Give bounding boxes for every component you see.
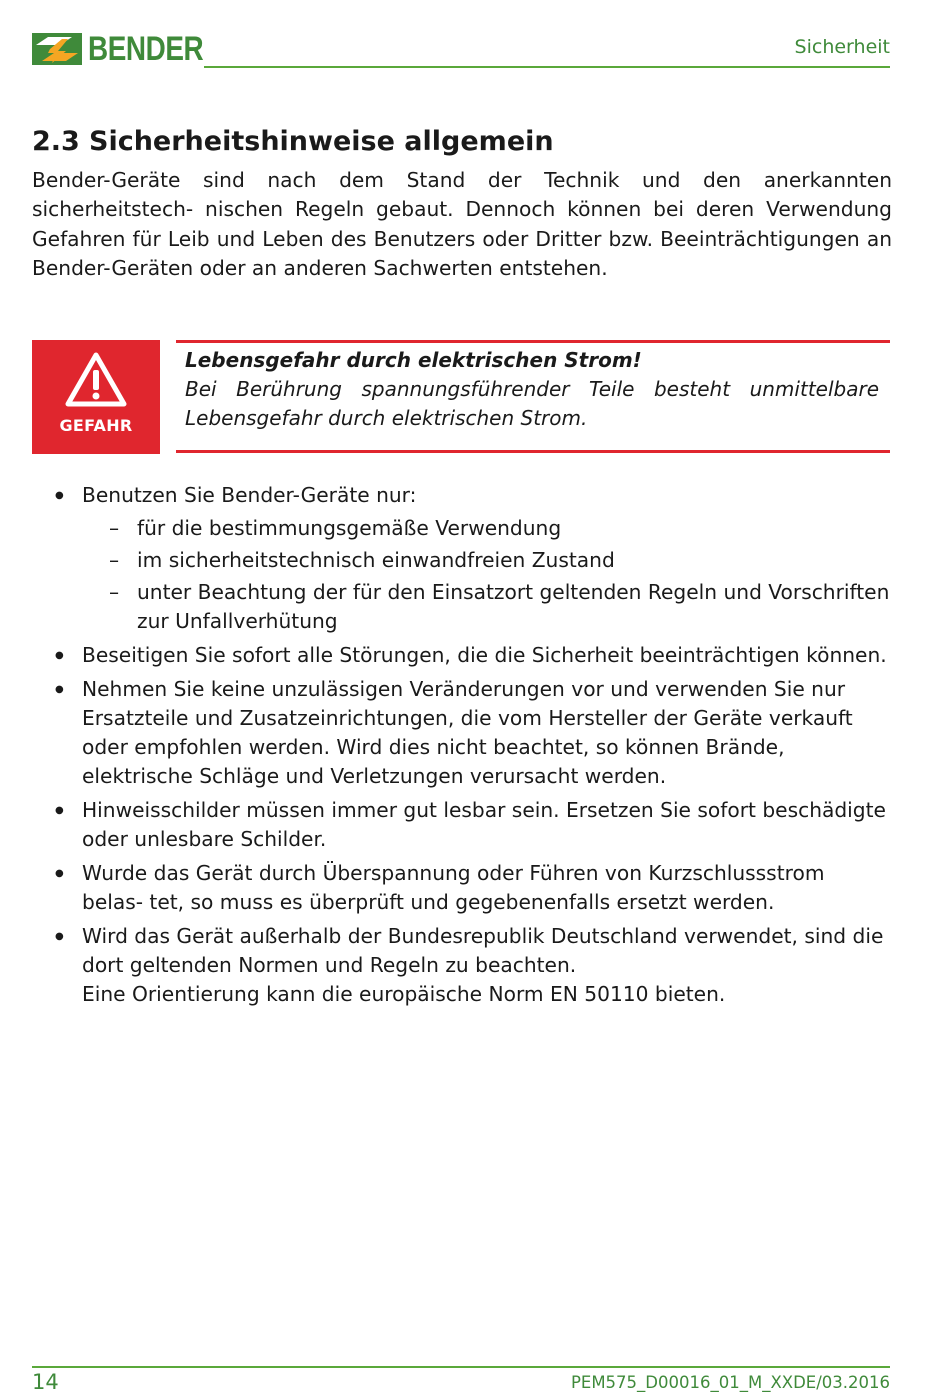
dash-marker: – [109,516,120,540]
intro-paragraph: Bender-Geräte sind nach dem Stand der Technik und den anerkannten sicherheitstech- nischen Regeln gebaut. Dennoch können bei deren Verwendung Gefahren für Leib und Leben des Benutzers oder Dritter bzw. Beeinträchtigungen an Bender-Geräten oder an anderen Sachwerten entstehen. [32,168,892,280]
list-item-extra-text: Eine Orientierung kann die europäische Norm EN 50110 bieten. [82,982,726,1006]
page-number: 14 [32,1370,59,1394]
danger-badge [32,340,160,454]
section-title: Sicherheitshinweise allgemein [89,126,554,157]
warning-text [185,346,879,433]
warning-rule-top [176,340,890,343]
page-header [32,30,890,70]
list-item-text: Hinweisschilder müssen immer gut lesbar sein. Ersetzen Sie sofort beschädigte oder unlesbare Schilder. [82,798,886,851]
list-item-text: Nehmen Sie keine unzulässigen Veränderungen vor und verwenden Sie nur Ersatzteile und Zusatzeinrichtungen, die vom Hersteller der Geräte verkauft oder empfohlen werden. Wird dies nicht beachtet, so können Brände, elektrische Schläge und Verletzungen verursacht werden. [82,677,853,788]
list-item-text: Beseitigen Sie sofort alle Störungen, die die Sicherheit beeinträchtigen können. [82,643,887,667]
list-item-text: Benutzen Sie Bender-Geräte nur: [82,483,417,507]
section-heading [32,126,554,157]
dash-marker: – [109,580,120,604]
section-number: 2.3 [32,126,80,157]
warning-rule-bottom [176,450,890,453]
list-item [55,859,890,917]
danger-label: GEFAHR [59,416,133,435]
document-id: PEM575_D00016_01_M_XXDE/03.2016 [570,1373,890,1392]
list-item [55,641,890,670]
section-label: Sicherheit [794,36,890,58]
list-item [55,675,890,791]
warning-title: Lebensgefahr durch elektrischen Strom! [185,348,642,372]
sub-list-item-text: unter Beachtung der für den Einsatzort geltenden Regeln und Vorschriften zur Unfallverhütung [137,580,890,633]
brand-name: BENDER [88,30,204,68]
list-item [55,922,890,1009]
sub-list-item-text: im sicherheitstechnisch einwandfreien Zustand [137,548,615,572]
list-item-text: Wurde das Gerät durch Überspannung oder Führen von Kurzschlussstrom belas- tet, so muss es überprüft und gegebenenfalls ersetzt werden. [82,861,825,914]
sub-list-item [82,514,890,543]
bender-logo [32,30,229,68]
sub-list [82,514,890,636]
footer-rule [32,1366,890,1368]
header-rule [204,66,890,68]
sub-list-item [82,578,890,636]
exclamation-triangle-icon [65,352,127,408]
sub-list-item [82,546,890,575]
list-item-text: Wird das Gerät außerhalb der Bundesrepublik Deutschland verwendet, sind die dort geltenden Normen und Regeln zu beachten. [82,924,884,977]
safety-list [55,481,890,1014]
sub-list-item-text: für die bestimmungsgemäße Verwendung [137,516,562,540]
list-item [55,481,890,636]
warning-body: Bei Berührung spannungsführender Teile besteht unmittelbare Lebensgefahr durch elektrischen Strom. [185,377,879,430]
dash-marker: – [109,548,120,572]
bender-logo-icon [32,31,82,67]
list-item [55,796,890,854]
